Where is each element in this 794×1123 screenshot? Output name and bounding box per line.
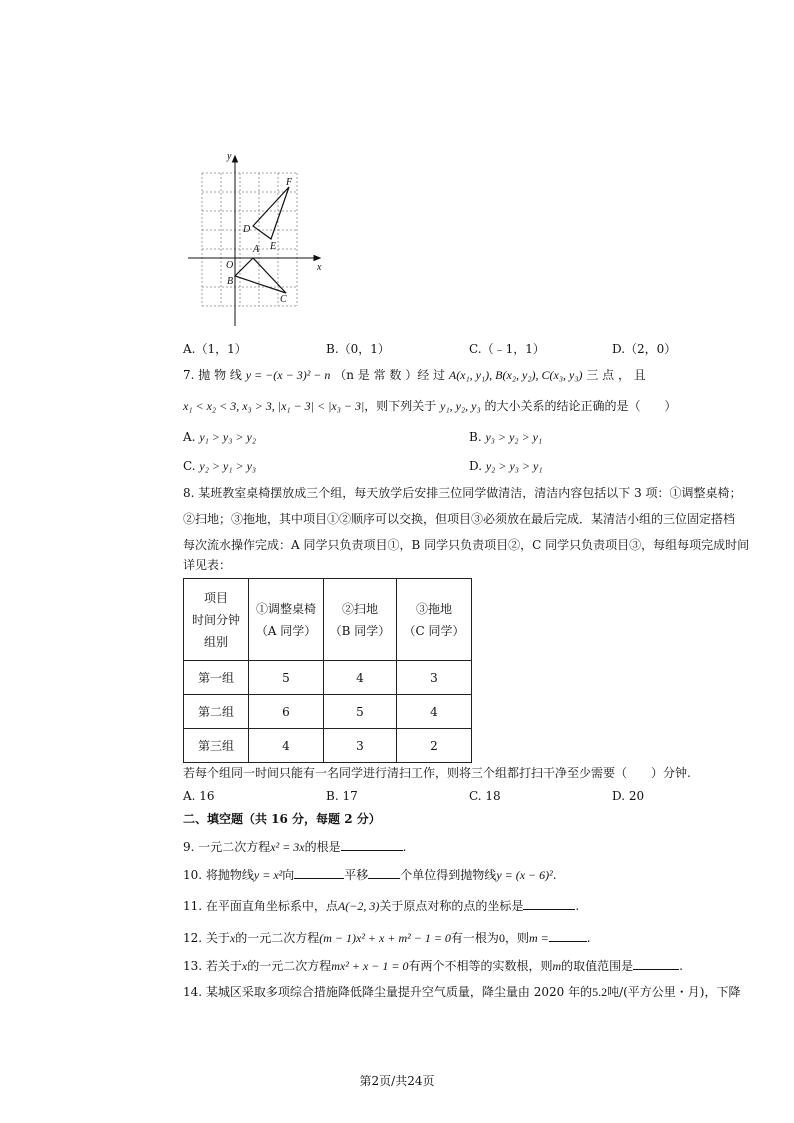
- q8-line2: ②扫地；③拖地，其中项目①②顺序可以交换，但项目③必须放在最后完成．某清洁小组的三位固定搭档: [183, 512, 736, 526]
- table-col-header: ②扫地 （B 同学）: [324, 579, 397, 661]
- q8-option-b: B. 17: [326, 789, 358, 803]
- q7-parabola-eq: y = −(x − 3)² − n: [245, 368, 331, 382]
- q14: 14. 某城区采取多项综合措施降低降尘量提升空气质量，降尘量由 2020 年的5.2吨/(平方公里・月)，下降: [183, 985, 741, 999]
- triangle-abc: [235, 258, 286, 293]
- table-col-header: ①调整桌椅 （A 同学）: [249, 579, 324, 661]
- section-heading: 二、填空题（共 16 分，每题 2 分）: [183, 812, 381, 826]
- q13: 13. 若关于x的一元二次方程mx² + x − 1 = 0有两个不相等的实数根，则m的取值范围是 .: [183, 959, 683, 973]
- answer-blank[interactable]: [523, 897, 575, 910]
- q12: 12. 关于x的一元二次方程(m − 1)x² + x + m² − 1 = 0有一根为0，则m = .: [183, 931, 591, 945]
- label-d: D: [243, 224, 251, 235]
- label-e: E: [270, 241, 277, 252]
- q11: 11. 在平面直角坐标系中，点A(−2, 3)关于原点对称的点的坐标是 .: [183, 899, 580, 913]
- coordinate-figure: [180, 148, 330, 330]
- answer-blank[interactable]: [633, 957, 679, 970]
- q6-option-a: A.（1，1）: [183, 342, 247, 356]
- q8-option-c: C. 18: [469, 789, 501, 803]
- table-row: 第三组 4 3 2: [184, 729, 472, 763]
- q8-line1: 8. 某班教室桌椅摆放成三个组，每天放学后安排三位同学做清洁，清洁内容包括以下 3 项：①调整桌椅；: [183, 486, 742, 500]
- answer-blank[interactable]: [368, 866, 400, 879]
- q9: 9. 一元二次方程x² = 3x的根是 .: [183, 840, 407, 854]
- q7-line1: 7. 抛 物 线 y = −(x − 3)² − n （n 是 常 数 ）经 过 A(x₁, y₁), B(x₂, y₂), C(x₃, y₃) 三 点 ， 且: [183, 368, 646, 382]
- q7-option-d: D. y₂ > y₃ > y₁: [469, 459, 543, 473]
- answer-blank[interactable]: [341, 838, 403, 851]
- triangles: [235, 187, 289, 293]
- axis-y-label: y: [227, 151, 232, 162]
- page-number: 第2页/共24页: [359, 1074, 435, 1088]
- axis-x-label: x: [317, 262, 322, 273]
- label-f: F: [286, 177, 293, 188]
- q8-option-a: A. 16: [183, 789, 215, 803]
- label-o: O: [226, 260, 234, 271]
- table-corner: 项目 时间分钟 组别: [184, 579, 249, 661]
- q8-question: 若每个组同一时间只能有一名同学进行清扫工作，则将三个组都打扫干净至少需要（ ）分钟.: [183, 766, 691, 780]
- q6-option-c: C.（﹣1，1）: [469, 342, 545, 356]
- answer-blank[interactable]: [294, 866, 344, 879]
- label-a: A: [253, 244, 260, 255]
- q6-option-d: D.（2，0）: [612, 342, 677, 356]
- axes: [188, 156, 320, 326]
- q8-line4: 详见表：: [183, 558, 232, 572]
- triangle-def: [253, 187, 289, 239]
- label-c: C: [280, 294, 287, 305]
- table-row: 第一组 5 4 3: [184, 661, 472, 695]
- q7-option-b: B. y₃ > y₂ > y₁: [469, 430, 543, 444]
- q8-line3: 每次流水操作完成：A 同学只负责项目①，B 同学只负责项目②，C 同学只负责项目③，每组每项完成时间: [183, 538, 750, 552]
- q7-condition: x₁ < x₂ < 3, x₃ > 3, |x₁ − 3| < |x₃ − 3|: [183, 399, 365, 413]
- label-b: B: [227, 276, 234, 287]
- q8-option-d: D. 20: [612, 789, 645, 803]
- q7-option-a: A. y₁ > y₃ > y₂: [183, 430, 257, 444]
- q7-line2: x₁ < x₂ < 3, x₃ > 3, |x₁ − 3| < |x₃ − 3|，则下列关于 y₁, y₂, y₃ 的大小关系的结论正确的是（ ）: [183, 399, 677, 413]
- q8-time-table: [183, 578, 472, 763]
- answer-blank[interactable]: [549, 929, 587, 942]
- table-col-header: ③拖地 （C 同学）: [397, 579, 472, 661]
- q10: 10. 将抛物线y = x²向 平移 个单位得到抛物线y = (x − 6)².: [183, 868, 557, 882]
- q7-option-c: C. y₂ > y₁ > y₃: [183, 459, 257, 473]
- q6-option-b: B.（0，1）: [326, 342, 390, 356]
- q7-points: A(x₁, y₁), B(x₂, y₂), C(x₃, y₃): [448, 368, 583, 382]
- table-row: 第二组 6 5 4: [184, 695, 472, 729]
